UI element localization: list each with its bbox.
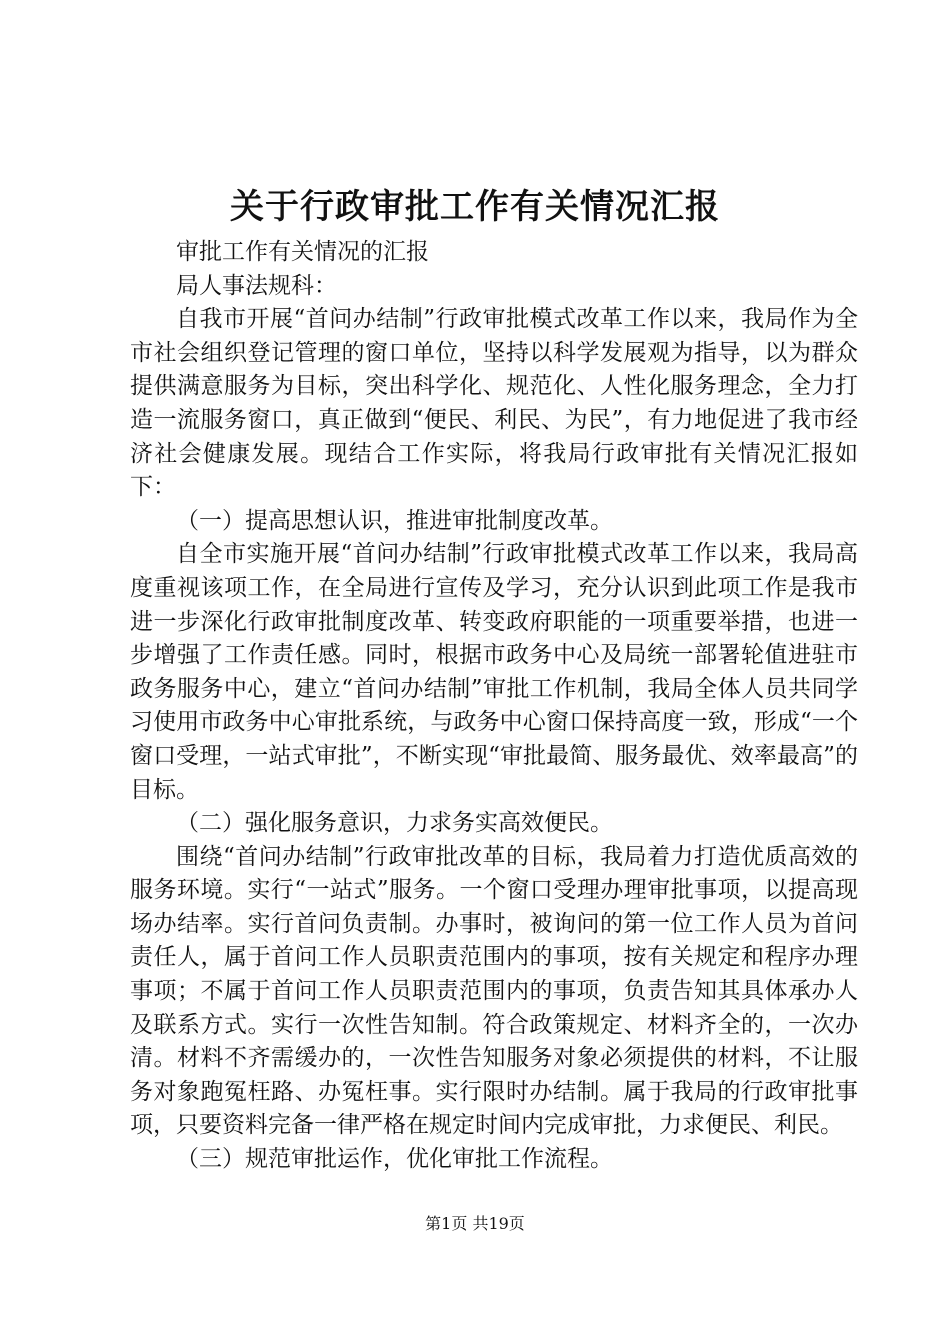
document-title: 关于行政审批工作有关情况汇报 [230,187,720,227]
section-heading-3: （三）规范审批运作，优化审批工作流程。 [176,1146,613,1173]
section-heading-2: （二）强化服务意识，力求务实高效便民。 [176,810,613,837]
intro-paragraph: 自我市开展“首问办结制”行政审批模式改革工作以来，我局作为全市社会组织登记管理的窗口单位，坚持以科学发展观为指导，以为群众提供满意服务为目标，突出科学化、规范化、人性化服务理念，全力打造一流服务窗口，真正做到“便民、利民、为民”，有力地促进了我市经济社会健康发展。现结合工作实际，将我局行政审批有关情况汇报如下： [130,306,858,501]
section-body-2: 围绕“首问办结制”行政审批改革的目标，我局着力打造优质高效的服务环境。实行“一站式”服务。一个窗口受理办理审批事项，以提高现场办结率。实行首问负责制。办事时，被询问的第一位工作人员为首问责任人，属于首问工作人员职责范围内的事项，按有关规定和程序办理事项；不属于首问工作人员职责范围内的事项，负责告知其具体承办人及联系方式。实行一次性告知制。符合政策规定、材料齐全的，一次办清。材料不齐需缓办的，一次性告知服务对象必须提供的材料，不让服务对象跑冤枉路、办冤枉事。实行限时办结制。属于我局的行政审批事项，只要资料完备一律严格在规定时间内完成审批，力求便民、利民。 [130,843,858,1139]
recipient-paragraph: 局人事法规科： [176,272,337,299]
subtitle-paragraph: 审批工作有关情况的汇报 [176,239,429,265]
page-number-footer: 第1页 共19页 [425,1214,525,1233]
document-body [130,236,858,1177]
section-body-1: 自全市实施开展“首问办结制”行政审批模式改革工作以来，我局高度重视该项工作，在全局进行宣传及学习，充分认识到此项工作是我市进一步深化行政审批制度改革、转变政府职能的一项重要举措，也进一步增强了工作责任感。同时，根据市政务中心及局统一部署轮值进驻市政务服务中心，建立“首问办结制”审批工作机制，我局全体人员共同学习使用市政务中心审批系统，与政务中心窗口保持高度一致，形成“一个窗口受理，一站式审批”，不断实现“审批最简、服务最优、效率最高”的目标。 [130,541,858,803]
section-heading-1: （一）提高思想认识，推进审批制度改革。 [176,507,613,534]
